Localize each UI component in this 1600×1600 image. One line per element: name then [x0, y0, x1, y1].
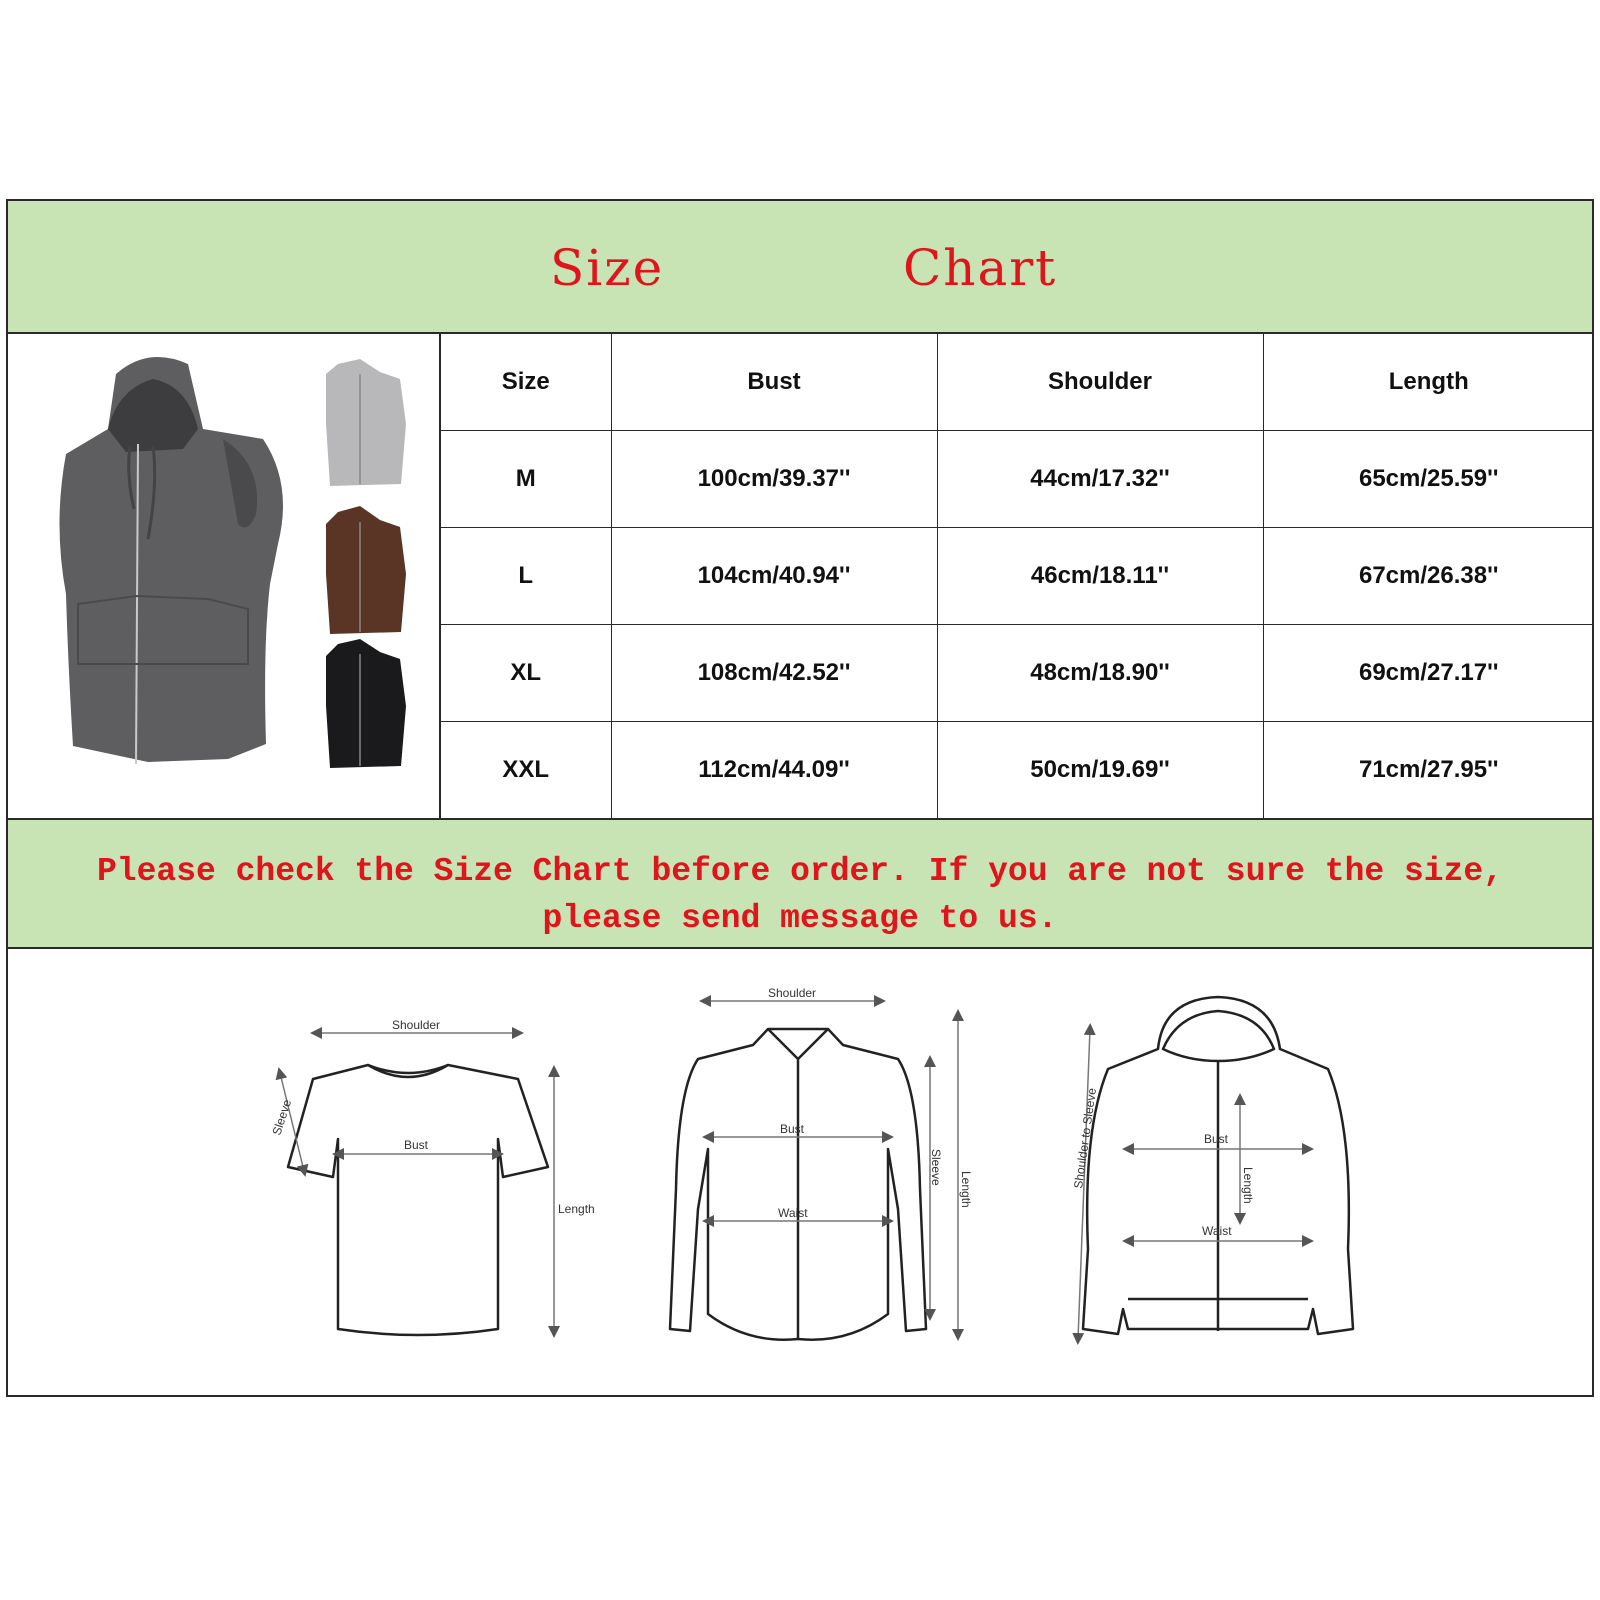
- title-band: [8, 201, 1592, 334]
- hoodie-waist-label: Waist: [1202, 1224, 1232, 1238]
- shirt-length-label: Length: [959, 1171, 973, 1208]
- size-chart-sheet: [6, 199, 1594, 1397]
- black-vest-swatch: [326, 639, 406, 768]
- tshirt-length-label: Length: [558, 1202, 595, 1216]
- hoodie-bust-label: Bust: [1204, 1132, 1229, 1146]
- cell-shoulder: 50cm/19.69'': [937, 722, 1263, 819]
- cell-length: 65cm/25.59'': [1263, 431, 1594, 528]
- cell-length: 67cm/26.38'': [1263, 528, 1594, 625]
- tshirt-diagram: [288, 1065, 548, 1335]
- notice-line-1: Please check the Size Chart before order. If you are not sure the size,: [96, 853, 1504, 890]
- tshirt-shoulder-label: Shoulder: [392, 1018, 441, 1032]
- shirt-sleeve-label: Sleeve: [929, 1149, 943, 1186]
- notice-text: [8, 848, 1592, 942]
- table-row: [441, 625, 1594, 722]
- cell-size: XL: [441, 625, 611, 722]
- header-size: Size: [441, 334, 611, 431]
- cell-bust: 108cm/42.52'': [611, 625, 937, 722]
- cell-size: XXL: [441, 722, 611, 819]
- header-length: Length: [1263, 334, 1594, 431]
- size-table: [441, 334, 1594, 818]
- cell-size: L: [441, 528, 611, 625]
- table-row: [441, 528, 1594, 625]
- tshirt-bust-label: Bust: [404, 1138, 429, 1152]
- cell-bust: 104cm/40.94'': [611, 528, 937, 625]
- shirt-waist-label: Waist: [778, 1206, 808, 1220]
- cell-shoulder: 44cm/17.32'': [937, 431, 1263, 528]
- measurement-diagrams: [8, 949, 1592, 1395]
- table-row: [441, 722, 1594, 819]
- shirt-bust-label: Bust: [780, 1122, 805, 1136]
- brown-vest-swatch: [326, 506, 406, 634]
- notice-line-2: please send message to us.: [542, 900, 1058, 937]
- cell-shoulder: 48cm/18.90'': [937, 625, 1263, 722]
- header-shoulder: Shoulder: [937, 334, 1263, 431]
- hoodie-length-label: Length: [1241, 1167, 1255, 1204]
- table-row: [441, 431, 1594, 528]
- shirt-shoulder-label: Shoulder: [768, 986, 817, 1000]
- cell-bust: 100cm/39.37'': [611, 431, 937, 528]
- title-chart: Chart: [903, 239, 1058, 297]
- notice-band: [8, 818, 1592, 949]
- product-photos: [8, 334, 441, 818]
- header-bust: Bust: [611, 334, 937, 431]
- title-size: Size: [550, 239, 665, 297]
- cell-bust: 112cm/44.09'': [611, 722, 937, 819]
- grey-vest-swatch: [326, 359, 406, 486]
- cell-size: M: [441, 431, 611, 528]
- shirt-diagram: [670, 1029, 926, 1340]
- hoodie-diagram: [1083, 997, 1353, 1334]
- tshirt-sleeve-label: Sleeve: [269, 1097, 295, 1137]
- table-header-row: [441, 334, 1594, 431]
- cell-length: 71cm/27.95'': [1263, 722, 1594, 819]
- cell-shoulder: 46cm/18.11'': [937, 528, 1263, 625]
- hoodie-shoulder-to-sleeve-label: Shoulder to Sleeve: [1071, 1087, 1100, 1190]
- cell-length: 69cm/27.17'': [1263, 625, 1594, 722]
- main-vest-photo: [60, 357, 284, 764]
